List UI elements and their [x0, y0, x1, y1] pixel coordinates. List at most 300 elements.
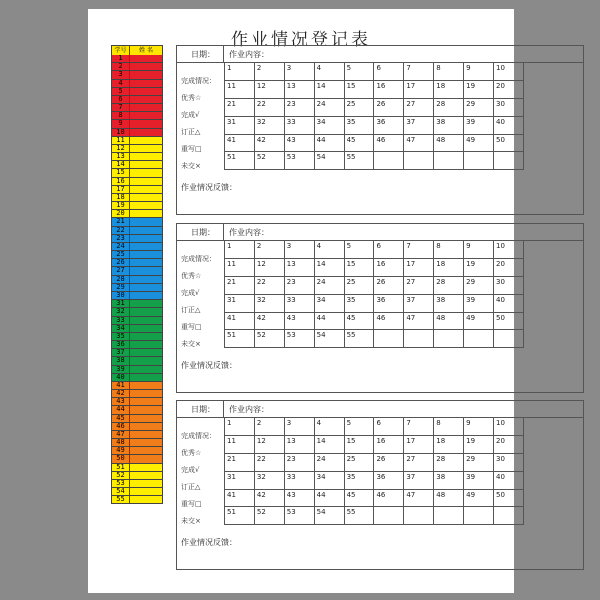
grid-cell[interactable]: 21 [225, 98, 255, 116]
grid-cell[interactable]: 25 [344, 98, 374, 116]
legend-item: 未交× [181, 517, 201, 525]
grid-cell[interactable]: 50 [494, 489, 524, 507]
grid-cell[interactable]: 33 [284, 471, 314, 489]
student-name-cell[interactable] [130, 349, 162, 356]
student-number: 31 [112, 300, 130, 307]
grid-cell[interactable]: 3 [284, 418, 314, 436]
date-label: 日期： [191, 228, 215, 237]
legend-item: 优秀☆ [181, 94, 202, 102]
grid-cell[interactable]: 42 [254, 489, 284, 507]
grid-cell[interactable]: 8 [434, 418, 464, 436]
grid-cell[interactable]: 24 [314, 98, 344, 116]
student-name-cell[interactable] [130, 341, 162, 348]
grid-cell[interactable]: 47 [404, 134, 434, 152]
grid-cell[interactable]: 2 [254, 241, 284, 259]
grid-cell[interactable]: 13 [284, 435, 314, 453]
grid-cell[interactable]: 6 [374, 241, 404, 259]
student-name-cell[interactable] [130, 366, 162, 373]
grid-cell[interactable] [464, 152, 494, 170]
grid-cell[interactable]: 53 [284, 507, 314, 525]
grid-cell[interactable]: 50 [494, 312, 524, 330]
student-number: 13 [112, 153, 130, 160]
grid-cell[interactable]: 27 [404, 453, 434, 471]
grid-cell[interactable]: 4 [314, 418, 344, 436]
grid-cell[interactable]: 14 [314, 258, 344, 276]
grid-cell[interactable]: 17 [404, 435, 434, 453]
grid-cell[interactable]: 6 [374, 418, 404, 436]
student-number: 25 [112, 251, 130, 258]
student-name-cell[interactable] [130, 186, 162, 193]
grid-cell[interactable]: 28 [434, 98, 464, 116]
student-name-cell[interactable] [130, 333, 162, 340]
student-name-cell[interactable] [130, 267, 162, 274]
student-name-cell[interactable] [130, 317, 162, 324]
grid-cell[interactable]: 1 [225, 418, 255, 436]
student-number: 33 [112, 317, 130, 324]
grid-cell[interactable]: 44 [314, 134, 344, 152]
grid-cell[interactable]: 17 [404, 80, 434, 98]
grid-cell[interactable]: 30 [494, 453, 524, 471]
grid-cell[interactable]: 46 [374, 489, 404, 507]
student-number: 38 [112, 357, 130, 364]
date-label: 日期： [191, 405, 215, 414]
grid-cell[interactable]: 5 [344, 241, 374, 259]
grid-cell[interactable]: 1 [225, 63, 255, 81]
student-name-cell[interactable] [130, 374, 162, 381]
grid-cell[interactable]: 4 [314, 241, 344, 259]
student-name-cell[interactable] [130, 112, 162, 119]
student-name-cell[interactable] [130, 210, 162, 217]
student-name-cell[interactable] [130, 382, 162, 389]
student-number: 12 [112, 145, 130, 152]
student-name-cell[interactable] [130, 251, 162, 258]
grid-cell[interactable]: 35 [344, 294, 374, 312]
grid-cell[interactable]: 32 [254, 294, 284, 312]
student-name-cell[interactable] [130, 357, 162, 364]
student-number: 10 [112, 129, 130, 136]
legend-item: 重写□ [181, 323, 202, 331]
legend-item: 优秀☆ [181, 272, 202, 280]
student-number: 20 [112, 210, 130, 217]
student-name-cell[interactable] [130, 284, 162, 291]
student-number: 22 [112, 227, 130, 234]
legend-item: 完成情况： [181, 77, 216, 85]
student-name-cell[interactable] [130, 423, 162, 430]
grid-cell[interactable]: 26 [374, 276, 404, 294]
student-name-cell[interactable] [130, 325, 162, 332]
legend-item: 完成情况： [181, 432, 216, 440]
grid-cell[interactable]: 12 [254, 258, 284, 276]
student-name-cell[interactable] [130, 439, 162, 446]
student-number: 24 [112, 243, 130, 250]
grid-cell[interactable]: 35 [344, 471, 374, 489]
student-number: 1 [112, 55, 130, 62]
content-label: 作业内容： [229, 405, 269, 414]
roster-number-header: 学号 [112, 46, 130, 55]
student-number: 41 [112, 382, 130, 389]
student-number: 30 [112, 292, 130, 299]
grid-cell[interactable]: 11 [225, 80, 255, 98]
grid-cell[interactable]: 43 [284, 489, 314, 507]
grid-cell[interactable]: 26 [374, 98, 404, 116]
grid-cell[interactable] [374, 152, 404, 170]
grid-cell[interactable]: 49 [464, 489, 494, 507]
student-name-cell[interactable] [130, 55, 162, 62]
grid-cell[interactable]: 14 [314, 435, 344, 453]
student-grid [224, 62, 524, 170]
student-number: 26 [112, 259, 130, 266]
grid-cell[interactable]: 23 [284, 276, 314, 294]
grid-cell[interactable]: 55 [344, 152, 374, 170]
grid-cell[interactable]: 15 [344, 435, 374, 453]
student-number: 42 [112, 390, 130, 397]
student-name-cell[interactable] [130, 447, 162, 454]
legend-item: 重写□ [181, 500, 202, 508]
grid-cell[interactable]: 29 [464, 453, 494, 471]
grid-cell[interactable] [434, 152, 464, 170]
grid-cell[interactable]: 5 [344, 418, 374, 436]
student-name-cell[interactable] [130, 300, 162, 307]
grid-cell[interactable] [494, 330, 524, 348]
grid-cell[interactable] [404, 330, 434, 348]
grid-cell[interactable]: 2 [254, 63, 284, 81]
grid-cell[interactable]: 6 [374, 63, 404, 81]
grid-cell[interactable]: 25 [344, 276, 374, 294]
grid-cell[interactable] [434, 330, 464, 348]
grid-cell[interactable]: 11 [225, 258, 255, 276]
student-number: 7 [112, 104, 130, 111]
grid-cell[interactable]: 51 [225, 330, 255, 348]
grid-cell[interactable]: 29 [464, 98, 494, 116]
grid-cell[interactable]: 17 [404, 258, 434, 276]
student-name-cell[interactable] [130, 227, 162, 234]
student-name-cell[interactable] [130, 480, 162, 487]
grid-cell[interactable]: 14 [314, 80, 344, 98]
student-name-cell[interactable] [130, 276, 162, 283]
student-name-cell[interactable] [130, 161, 162, 168]
student-name-cell[interactable] [130, 390, 162, 397]
student-name-cell[interactable] [130, 71, 162, 78]
grid-cell[interactable]: 45 [344, 312, 374, 330]
student-number: 35 [112, 333, 130, 340]
grid-cell[interactable] [404, 152, 434, 170]
grid-cell[interactable]: 48 [434, 489, 464, 507]
registration-sheet [88, 9, 514, 593]
student-name-cell[interactable] [130, 178, 162, 185]
student-name-cell[interactable] [130, 496, 162, 503]
grid-cell[interactable]: 4 [314, 63, 344, 81]
grid-cell[interactable]: 34 [314, 116, 344, 134]
grid-cell[interactable]: 31 [225, 116, 255, 134]
grid-cell[interactable]: 46 [374, 134, 404, 152]
grid-cell[interactable]: 53 [284, 330, 314, 348]
student-number: 51 [112, 464, 130, 471]
grid-cell[interactable]: 20 [494, 258, 524, 276]
grid-cell[interactable]: 13 [284, 258, 314, 276]
grid-cell[interactable]: 44 [314, 312, 344, 330]
grid-cell[interactable]: 28 [434, 453, 464, 471]
grid-cell[interactable]: 49 [464, 312, 494, 330]
grid-cell[interactable]: 41 [225, 489, 255, 507]
grid-cell[interactable]: 10 [494, 418, 524, 436]
student-name-cell[interactable] [130, 464, 162, 471]
grid-cell[interactable]: 53 [284, 152, 314, 170]
grid-cell[interactable]: 3 [284, 241, 314, 259]
grid-cell[interactable]: 34 [314, 294, 344, 312]
grid-cell[interactable]: 31 [225, 471, 255, 489]
student-number: 45 [112, 415, 130, 422]
grid-cell[interactable]: 8 [434, 241, 464, 259]
grid-cell[interactable]: 52 [254, 152, 284, 170]
grid-cell[interactable]: 38 [434, 294, 464, 312]
grid-cell[interactable]: 54 [314, 507, 344, 525]
homework-block [176, 400, 584, 570]
grid-cell[interactable]: 15 [344, 258, 374, 276]
student-number: 39 [112, 366, 130, 373]
grid-cell[interactable]: 54 [314, 152, 344, 170]
grid-cell[interactable]: 21 [225, 453, 255, 471]
grid-cell[interactable]: 43 [284, 134, 314, 152]
grid-cell[interactable]: 26 [374, 453, 404, 471]
grid-cell[interactable] [464, 330, 494, 348]
student-name-cell[interactable] [130, 104, 162, 111]
grid-cell[interactable]: 45 [344, 134, 374, 152]
grid-cell[interactable]: 51 [225, 507, 255, 525]
content-label: 作业内容： [229, 228, 269, 237]
homework-block [176, 223, 584, 393]
grid-cell[interactable] [374, 330, 404, 348]
grid-cell[interactable]: 13 [284, 80, 314, 98]
student-number: 29 [112, 284, 130, 291]
grid-cell[interactable]: 21 [225, 276, 255, 294]
student-name-cell[interactable] [130, 63, 162, 70]
grid-cell[interactable]: 41 [225, 134, 255, 152]
student-name-cell[interactable] [130, 129, 162, 136]
homework-block [176, 45, 584, 215]
grid-cell[interactable]: 55 [344, 507, 374, 525]
grid-cell[interactable] [434, 507, 464, 525]
student-number: 23 [112, 235, 130, 242]
student-name-cell[interactable] [130, 137, 162, 144]
grid-cell[interactable]: 8 [434, 63, 464, 81]
grid-cell[interactable] [494, 507, 524, 525]
student-number: 21 [112, 218, 130, 225]
student-number: 54 [112, 488, 130, 495]
grid-cell[interactable]: 19 [464, 80, 494, 98]
grid-cell[interactable]: 19 [464, 435, 494, 453]
grid-cell[interactable]: 52 [254, 330, 284, 348]
legend-item: 重写□ [181, 145, 202, 153]
student-name-cell[interactable] [130, 398, 162, 405]
grid-cell[interactable]: 34 [314, 471, 344, 489]
block-header [177, 46, 583, 62]
grid-cell[interactable]: 22 [254, 276, 284, 294]
grid-cell[interactable]: 11 [225, 435, 255, 453]
student-name-cell[interactable] [130, 153, 162, 160]
grid-cell[interactable]: 51 [225, 152, 255, 170]
student-number: 46 [112, 423, 130, 430]
grid-cell[interactable]: 7 [404, 241, 434, 259]
grid-cell[interactable]: 7 [404, 418, 434, 436]
grid-cell[interactable]: 36 [374, 116, 404, 134]
student-name-cell[interactable] [130, 243, 162, 250]
student-number: 3 [112, 71, 130, 78]
student-name-cell[interactable] [130, 96, 162, 103]
feedback-label: 作业情况反馈： [181, 183, 237, 192]
grid-cell[interactable]: 48 [434, 312, 464, 330]
student-name-cell[interactable] [130, 235, 162, 242]
grid-cell[interactable]: 12 [254, 80, 284, 98]
grid-cell[interactable]: 39 [464, 116, 494, 134]
grid-cell[interactable]: 30 [494, 98, 524, 116]
student-number: 6 [112, 96, 130, 103]
grid-cell[interactable]: 10 [494, 241, 524, 259]
grid-cell[interactable]: 48 [434, 134, 464, 152]
grid-cell[interactable]: 39 [464, 471, 494, 489]
grid-cell[interactable]: 36 [374, 294, 404, 312]
grid-cell[interactable]: 40 [494, 116, 524, 134]
sheet-title: 作业情况登记表 [231, 30, 371, 50]
student-name-cell[interactable] [130, 472, 162, 479]
grid-cell[interactable]: 2 [254, 418, 284, 436]
grid-cell[interactable]: 52 [254, 507, 284, 525]
feedback-label: 作业情况反馈： [181, 361, 237, 370]
student-name-cell[interactable] [130, 455, 162, 462]
grid-cell[interactable]: 30 [494, 276, 524, 294]
grid-cell[interactable]: 24 [314, 453, 344, 471]
grid-cell[interactable]: 7 [404, 63, 434, 81]
student-name-cell[interactable] [130, 406, 162, 413]
grid-cell[interactable]: 20 [494, 435, 524, 453]
grid-cell[interactable]: 37 [404, 471, 434, 489]
student-name-cell[interactable] [130, 431, 162, 438]
grid-cell[interactable]: 33 [284, 294, 314, 312]
grid-cell[interactable]: 28 [434, 276, 464, 294]
grid-cell[interactable]: 37 [404, 116, 434, 134]
grid-cell[interactable]: 32 [254, 471, 284, 489]
student-name-cell[interactable] [130, 259, 162, 266]
legend-item: 订正△ [181, 128, 201, 136]
student-name-cell[interactable] [130, 308, 162, 315]
grid-cell[interactable]: 33 [284, 116, 314, 134]
student-number: 9 [112, 120, 130, 127]
grid-cell[interactable] [404, 507, 434, 525]
date-label: 日期： [191, 50, 215, 59]
grid-cell[interactable]: 15 [344, 80, 374, 98]
grid-cell[interactable]: 23 [284, 453, 314, 471]
grid-cell[interactable]: 27 [404, 276, 434, 294]
grid-cell[interactable]: 39 [464, 294, 494, 312]
grid-cell[interactable]: 42 [254, 134, 284, 152]
grid-cell[interactable]: 47 [404, 489, 434, 507]
grid-cell[interactable]: 22 [254, 453, 284, 471]
grid-cell[interactable]: 49 [464, 134, 494, 152]
grid-cell[interactable]: 18 [434, 258, 464, 276]
student-number: 32 [112, 308, 130, 315]
student-number: 11 [112, 137, 130, 144]
student-name-cell[interactable] [130, 80, 162, 87]
grid-cell[interactable]: 37 [404, 294, 434, 312]
grid-cell[interactable]: 40 [494, 471, 524, 489]
student-name-cell[interactable] [130, 202, 162, 209]
grid-cell[interactable]: 47 [404, 312, 434, 330]
grid-cell[interactable]: 16 [374, 258, 404, 276]
student-number: 14 [112, 161, 130, 168]
grid-cell[interactable]: 19 [464, 258, 494, 276]
grid-cell[interactable]: 9 [464, 418, 494, 436]
student-number: 27 [112, 267, 130, 274]
student-number: 19 [112, 202, 130, 209]
student-name-cell[interactable] [130, 120, 162, 127]
grid-cell[interactable]: 18 [434, 80, 464, 98]
grid-cell[interactable]: 46 [374, 312, 404, 330]
grid-cell[interactable]: 3 [284, 63, 314, 81]
student-name-cell[interactable] [130, 88, 162, 95]
grid-cell[interactable]: 25 [344, 453, 374, 471]
student-name-cell[interactable] [130, 415, 162, 422]
grid-cell[interactable] [374, 507, 404, 525]
grid-cell[interactable]: 55 [344, 330, 374, 348]
student-number: 47 [112, 431, 130, 438]
grid-cell[interactable]: 1 [225, 241, 255, 259]
grid-cell[interactable]: 40 [494, 294, 524, 312]
grid-cell[interactable]: 24 [314, 276, 344, 294]
student-name-cell[interactable] [130, 145, 162, 152]
grid-cell[interactable]: 50 [494, 134, 524, 152]
grid-cell[interactable]: 54 [314, 330, 344, 348]
grid-cell[interactable]: 41 [225, 312, 255, 330]
grid-cell[interactable]: 43 [284, 312, 314, 330]
grid-cell[interactable]: 18 [434, 435, 464, 453]
student-name-cell[interactable] [130, 488, 162, 495]
student-number: 36 [112, 341, 130, 348]
grid-cell[interactable]: 5 [344, 63, 374, 81]
student-number: 49 [112, 447, 130, 454]
grid-cell[interactable]: 20 [494, 80, 524, 98]
student-name-cell[interactable] [130, 218, 162, 225]
grid-cell[interactable]: 31 [225, 294, 255, 312]
grid-cell[interactable] [464, 507, 494, 525]
grid-cell[interactable]: 12 [254, 435, 284, 453]
grid-cell[interactable]: 32 [254, 116, 284, 134]
grid-cell[interactable]: 9 [464, 63, 494, 81]
student-number: 37 [112, 349, 130, 356]
grid-cell[interactable]: 42 [254, 312, 284, 330]
grid-cell[interactable]: 22 [254, 98, 284, 116]
grid-cell[interactable]: 35 [344, 116, 374, 134]
student-number: 16 [112, 178, 130, 185]
student-name-cell[interactable] [130, 292, 162, 299]
grid-cell[interactable]: 16 [374, 80, 404, 98]
student-number: 43 [112, 398, 130, 405]
grid-cell[interactable]: 36 [374, 471, 404, 489]
student-name-cell[interactable] [130, 169, 162, 176]
grid-cell[interactable]: 29 [464, 276, 494, 294]
student-name-cell[interactable] [130, 194, 162, 201]
grid-cell[interactable] [494, 152, 524, 170]
grid-cell[interactable]: 16 [374, 435, 404, 453]
legend-item: 订正△ [181, 483, 201, 491]
block-header [177, 401, 583, 417]
grid-cell[interactable]: 44 [314, 489, 344, 507]
grid-cell[interactable]: 23 [284, 98, 314, 116]
grid-cell[interactable]: 45 [344, 489, 374, 507]
grid-cell[interactable]: 38 [434, 116, 464, 134]
grid-cell[interactable]: 38 [434, 471, 464, 489]
grid-cell[interactable]: 10 [494, 63, 524, 81]
grid-cell[interactable]: 9 [464, 241, 494, 259]
grid-cell[interactable]: 27 [404, 98, 434, 116]
